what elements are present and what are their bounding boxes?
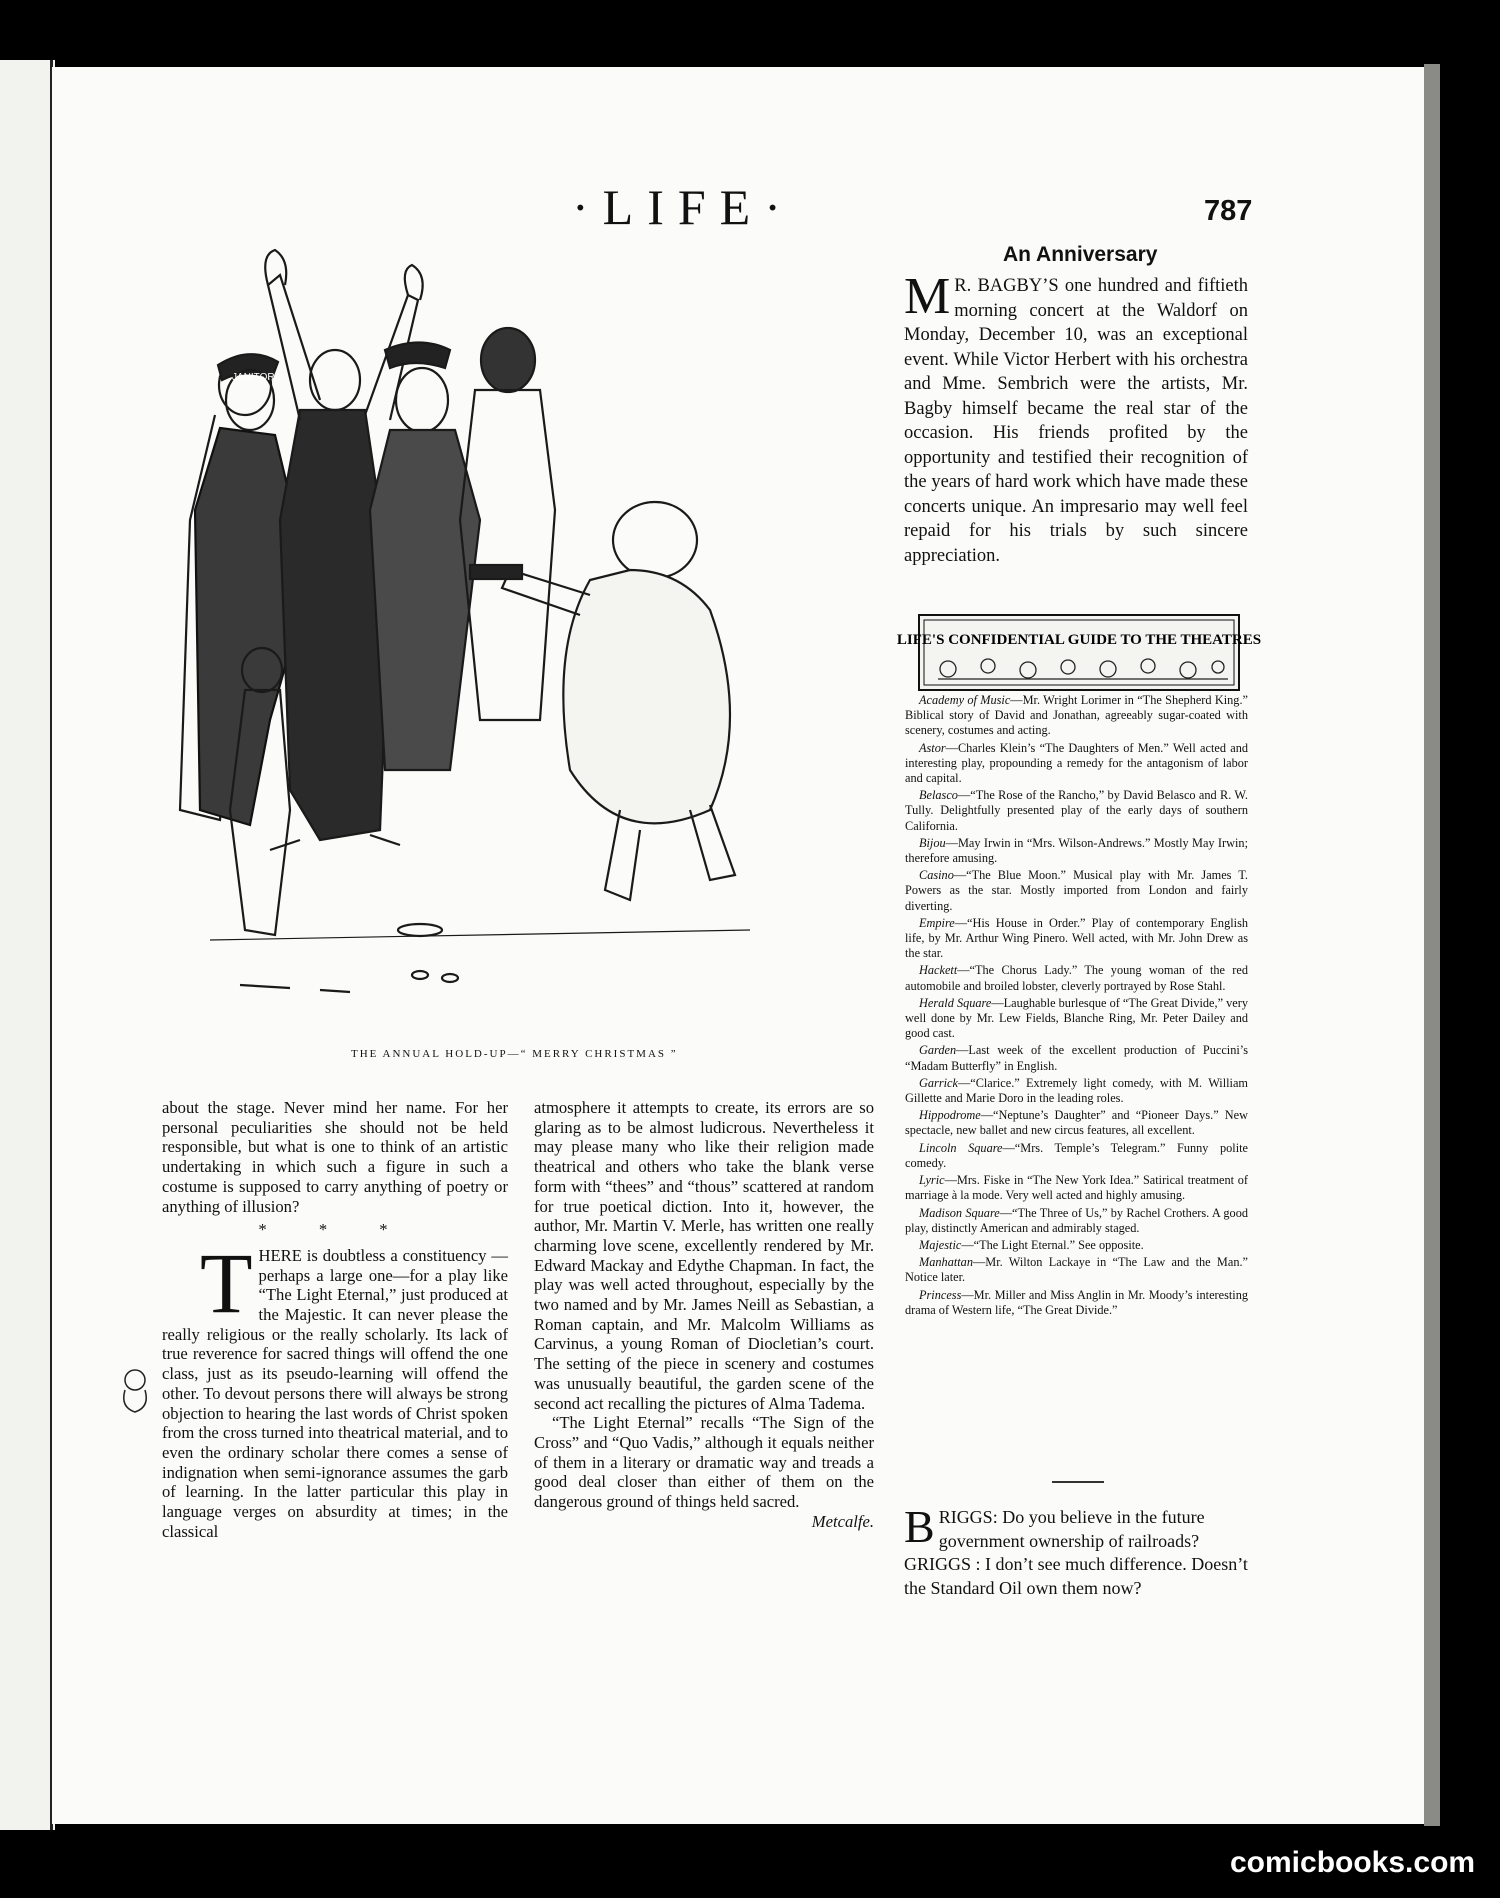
guide-entry-text: —Mr. Wilton Lackaye in “The Law and the Man.” Notice later. (905, 1255, 1248, 1285)
illustration-caption: THE ANNUAL HOLD-UP—“ MERRY CHRISTMAS ” (351, 1048, 678, 1060)
guide-entry-text: —May Irwin in “Mrs. Wilson-Andrews.” Mostly May Irwin; therefore amusing. (905, 835, 1248, 866)
column2-paragraph2: “The Light Eternal” recalls “The Sign of the Cross” and “Quo Vadis,” although it equals neither of them in a literary or dramatic way and treads a good deal closer than either of them on the dangerous ground of things held sacred. (534, 1413, 874, 1512)
section-stars: * * * (258, 1220, 412, 1240)
guide-theatre-name: Hackett (919, 963, 958, 978)
anniversary-body: R. BAGBY’S one hundred and fiftieth morning concert at the Waldorf on Monday, December 10, was an exceptional event. While Victor Herbert with his orchestra and Mme. Sembrich were the artists, Mr. Bagby himself became the real star of the occasion. His friends profited by the opportunity and testified their recognition of the years of hard work which have made these concerts unique. An impresario may well feel repaid for his trials by such sincere appreciation. (904, 276, 1248, 566)
guide-theatre-name: Manhattan (919, 1255, 973, 1270)
guide-entry-text: —Mr. Miller and Miss Anglin in Mr. Moody’s interesting drama of Western life, “The Great Divide.” (905, 1287, 1248, 1317)
drop-cap-m: M (904, 268, 951, 325)
guide-theatre-name: Hippodrome (919, 1108, 981, 1123)
guide-theatre-name: Herald Square (919, 995, 992, 1010)
guide-theatre-name: Academy of Music (919, 693, 1011, 707)
guide-entry-text: —Mrs. Fiske in “The New York Idea.” Satirical treatment of marriage à la mode. Very well acted and highly amusing. (905, 1173, 1248, 1203)
review-column-2 (534, 1098, 874, 1531)
column1-paragraph2: HERE is doubtless a constituency —perhaps a large one—for a play like “The Light Eternal,” just produced at the Majestic. It can never please the really religious or the really scholarly. Its lack of true reverence for sacred things will offend the one class, just as its pseudo-learning will offend the other. To devout persons there will always be strong objection to hearing the last words of Christ spoken from the cross turned into theatrical material, and to even the ordinary scholar there comes a sense of indignation when semi-ignorance assumes the garb of learning. In the latter particular this play in language verges on absurdity at times; in the classical (162, 1245, 508, 1541)
site-watermark: comicbooks.com (1230, 1846, 1476, 1879)
drop-cap-t: T (200, 1234, 253, 1331)
drop-cap-b: B (904, 1501, 935, 1552)
guide-entry-text: —“His House in Order.” Play of contemporary English life, by Mr. Arthur Wing Pinero. Well acted, with Mr. John Drew as the star. (905, 915, 1248, 961)
guide-entry (905, 1206, 1248, 1236)
griggs-answer: GRIGGS : I don’t see much difference. Doesn’t the Standard Oil own them now? (904, 1554, 1248, 1598)
guide-entry (905, 996, 1248, 1042)
theatre-guide-banner (896, 614, 1262, 691)
guide-entry (905, 1288, 1248, 1318)
guide-entry (905, 1108, 1248, 1138)
guide-theatre-name: Astor (919, 740, 946, 755)
guide-entry (905, 836, 1248, 866)
guide-entry (905, 963, 1248, 993)
guide-entry (905, 693, 1248, 739)
guide-entry (905, 1255, 1248, 1285)
guide-theatre-name: Bijou (919, 835, 946, 850)
page-edge-strip (1424, 64, 1440, 1826)
dropcap-ornament-figure (110, 1362, 160, 1417)
guide-theatre-name: Garden (919, 1043, 957, 1058)
guide-theatre-name: Princess (919, 1287, 962, 1302)
guide-entry-text: —“Clarice.” Extremely light comedy, with M. William Gillette and Marie Doro in the leading roles. (905, 1075, 1248, 1106)
guide-entry-text: —“The Rose of the Rancho,” by David Belasco and R. W. Tully. Delightfully presented play of the early days of southern California. (905, 788, 1248, 833)
masthead: ·LIFE· (572, 179, 795, 235)
briggs-joke (904, 1501, 1248, 1600)
guide-entry (905, 788, 1248, 834)
guide-entry-text: —Last week of the excellent production of Puccini’s “Madam Butterfly” in English. (905, 1043, 1248, 1073)
guide-entry (905, 1141, 1248, 1171)
guide-theatre-name: Madison Square (919, 1205, 1000, 1220)
guide-entry (905, 916, 1248, 962)
guide-entry (905, 1173, 1248, 1203)
guide-entry-text: —“The Three of Us,” by Rachel Crothers. A good play, distinctly American and admirably staged. (905, 1205, 1248, 1235)
guide-theatre-name: Lincoln Square (919, 1140, 1003, 1155)
guide-entry-text: —Charles Klein’s “The Daughters of Men.” Well acted and interesting play, propounding a remedy for the antagonism of labor and capital. (905, 740, 1248, 786)
page-number: 787 (1204, 195, 1253, 227)
anniversary-title: An Anniversary (1003, 243, 1158, 266)
left-page-edge (0, 60, 55, 1830)
banner-title: LIFE'S CONFIDENTIAL GUIDE TO THE THEATRES (896, 632, 1262, 648)
guide-entry (905, 868, 1248, 914)
cap-badge: JANITOR (232, 372, 275, 383)
guide-theatre-name: Garrick (919, 1075, 958, 1090)
section-rule (1052, 1481, 1104, 1483)
guide-entry-text: —Mr. Wright Lorimer in “The Shepherd King.” Biblical story of David and Jonathan, agreeably sugar-coated with scenery, costumes and acting. (905, 693, 1248, 738)
theatre-guide (905, 693, 1248, 1320)
guide-entry (905, 1238, 1248, 1253)
briggs-question: RIGGS: Do you believe in the future government ownership of railroads? (938, 1507, 1205, 1551)
guide-entry (905, 1076, 1248, 1106)
guide-entry (905, 741, 1248, 787)
guide-theatre-name: Belasco (919, 788, 958, 803)
guide-entry-text: —“Mrs. Temple’s Telegram.” Funny polite comedy. (905, 1140, 1248, 1170)
guide-entry-text: —“The Blue Moon.” Musical play with Mr. James T. Powers as the star. Mostly imported from London and fairly diverting. (905, 868, 1248, 913)
column2-paragraph1: atmosphere it attempts to create, its errors are so glaring as to be almost ludicrous. Nevertheless it may please many who like their religion made theatrical and others who take the blank verse form with “thees” and “thous” scattered at random for true poetical diction. Into it, however, the author, Mr. Martin V. Merle, has written one really charming love scene, excellently rendered by Mr. Edward Mackay and Edythe Chapman. In fact, the play was well acted throughout, especially by the two named and by Mr. James Neill as Sebastian, a Roman captain, and Mr. Malcolm Williams as Carvinus, a young Roman of Diocletian’s court. The setting of the piece in scenery and costumes was unusually beautiful, the garden scene of the second act recalling the pictures of Alma Tadema. (534, 1098, 874, 1413)
guide-entry-text: —Laughable burlesque of “The Great Divide,” very well done by Mr. Lew Fields, Blanche Ring, Mr. Peter Dailey and good cast. (905, 995, 1249, 1041)
guide-entry (905, 1043, 1248, 1073)
review-column-1 (162, 1098, 508, 1541)
column1-paragraph1: about the stage. Never mind her name. For her personal peculiarities she should not be held responsible, but what is one to think of an artistic undertaking in which such a figure in such a costume is supposed to carry anything of poetry or anything of illusion? (162, 1098, 508, 1216)
guide-theatre-name: Casino (919, 868, 954, 883)
guide-entry-text: —“Neptune’s Daughter” and “Pioneer Days.” New spectacle, new ballet and new circus features, all excellent. (905, 1108, 1248, 1138)
author-signature: Metcalfe. (811, 1511, 874, 1531)
guide-entry-text: —“The Chorus Lady.” The young woman of the red automobile and broiled lobster, cleverly portrayed by Rose Stahl. (905, 963, 1248, 993)
hold-up-illustration (150, 250, 1000, 1030)
guide-theatre-name: Empire (919, 915, 955, 930)
anniversary-article (904, 268, 1248, 568)
guide-theatre-name: Lyric (919, 1173, 945, 1188)
guide-theatre-name: Majestic (919, 1237, 962, 1252)
guide-entry-text: —“The Light Eternal.” See opposite. (961, 1237, 1144, 1252)
